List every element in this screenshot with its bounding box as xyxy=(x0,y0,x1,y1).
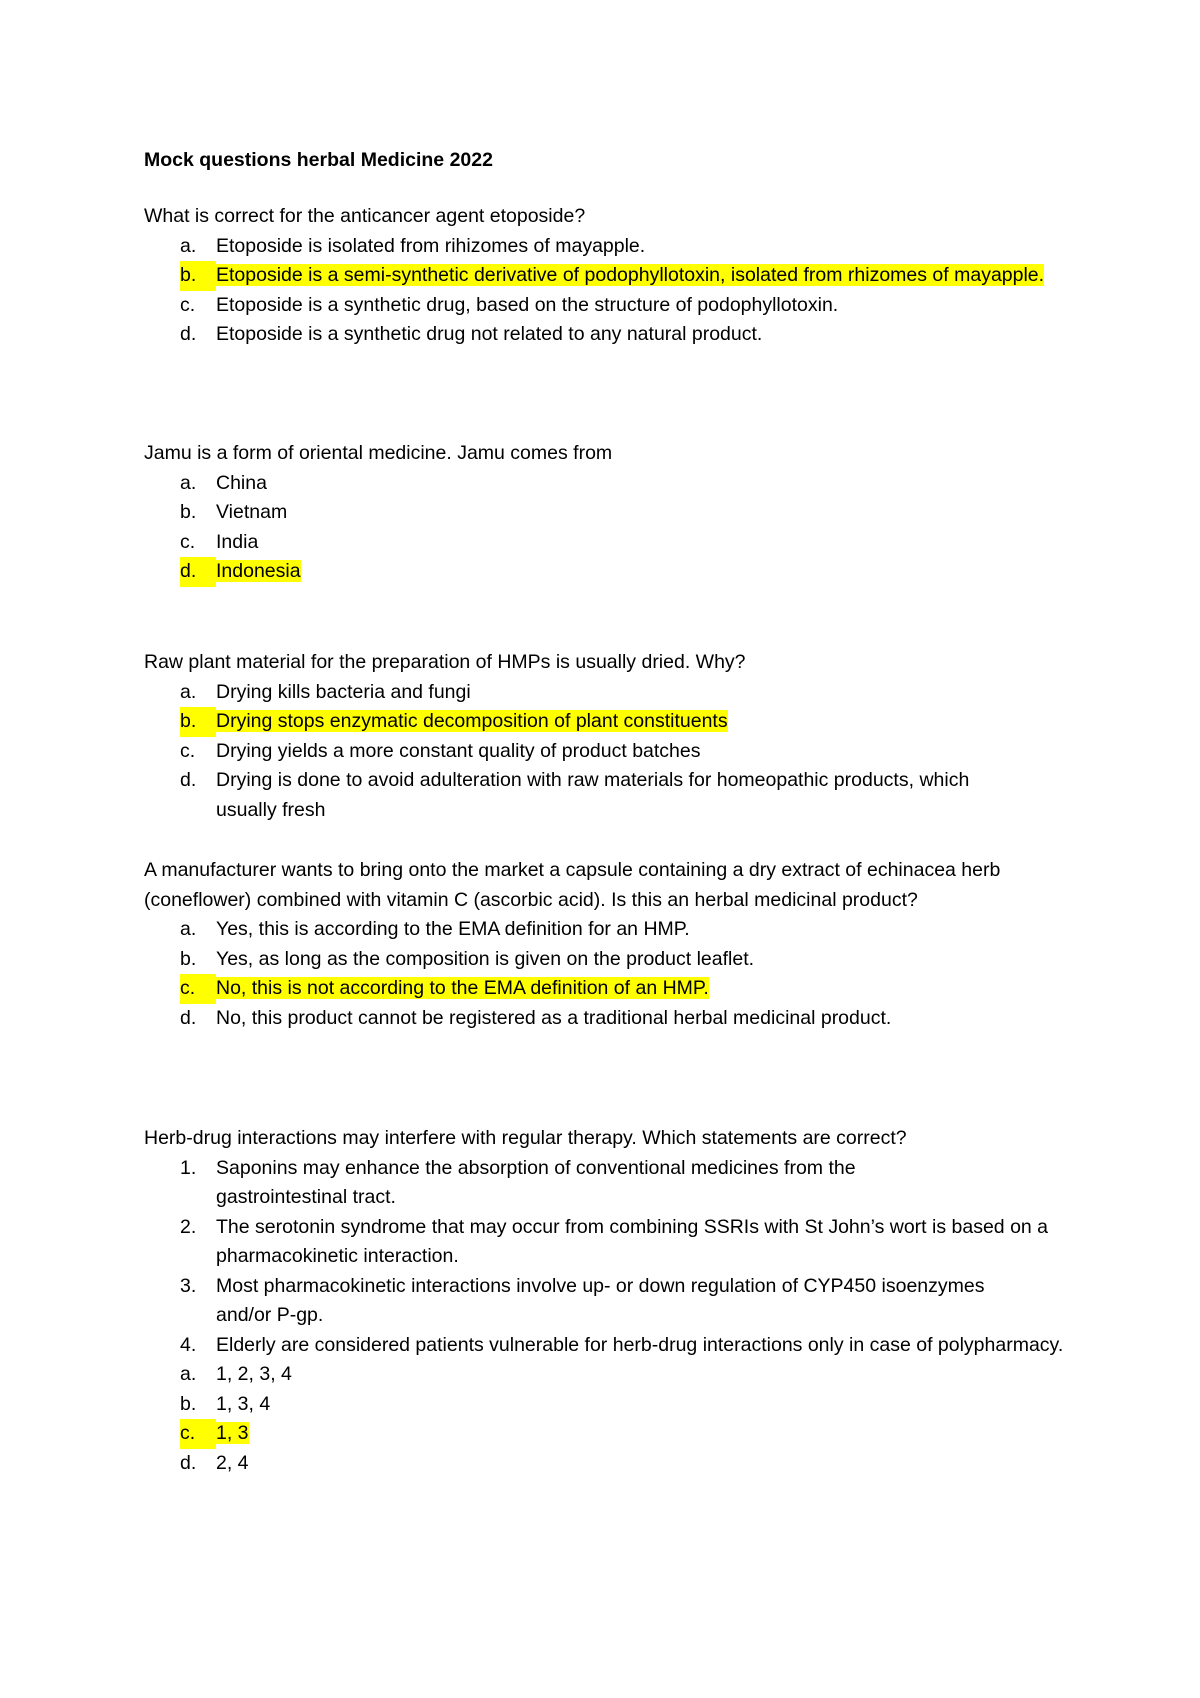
document-title: Mock questions herbal Medicine 2022 xyxy=(144,149,493,171)
option-a xyxy=(144,678,1064,708)
option-c xyxy=(144,737,1064,767)
option-marker: a. xyxy=(180,234,197,257)
option-marker: a. xyxy=(180,918,197,940)
question-2 xyxy=(144,439,1064,587)
option-b xyxy=(144,1390,1064,1420)
statement-1 xyxy=(144,1154,966,1213)
option-marker: b. xyxy=(180,261,216,291)
option-c xyxy=(144,291,1064,321)
option-a xyxy=(144,1360,1064,1390)
option-d xyxy=(144,320,1064,350)
option-text: Drying stops enzymatic decomposition of plant constituents xyxy=(216,710,728,732)
option-a xyxy=(144,232,1064,262)
option-marker: d. xyxy=(180,323,197,345)
question-stem: What is correct for the anticancer agent etoposide? xyxy=(144,205,586,227)
question-stem: Raw plant material for the preparation of HMPs is usually dried. Why? xyxy=(144,651,746,673)
option-text: Drying yields a more constant quality of product batches xyxy=(216,739,701,762)
question-stem: Jamu is a form of oriental medicine. Jamu comes from xyxy=(144,442,613,464)
option-marker: a. xyxy=(180,471,197,494)
option-c xyxy=(144,528,1064,558)
question-3 xyxy=(144,648,1064,825)
statement-text: Elderly are considered patients vulnerable for herb-drug interactions only in case of polypharmacy. xyxy=(216,1333,1064,1356)
statement-marker: 1. xyxy=(180,1156,197,1179)
option-d-highlighted xyxy=(144,557,1064,587)
option-b-highlighted xyxy=(144,707,1064,737)
option-text: 1, 3, 4 xyxy=(216,1392,271,1415)
option-marker: c. xyxy=(180,1419,216,1449)
option-marker: a. xyxy=(180,680,197,703)
option-b-highlighted xyxy=(144,261,1196,291)
option-text: No, this is not according to the EMA definition of an HMP. xyxy=(216,977,709,999)
statement-3 xyxy=(144,1272,996,1331)
option-text: Drying is done to avoid adulteration with raw materials for homeopathic products, which usually fresh xyxy=(216,769,970,821)
option-d xyxy=(144,766,996,825)
statement-text: Most pharmacokinetic interactions involve up- or down regulation of CYP450 isoenzymes and/or P-gp. xyxy=(216,1274,985,1326)
option-text: China xyxy=(216,471,267,494)
option-marker: c. xyxy=(180,293,196,316)
option-c-highlighted xyxy=(144,974,1004,1004)
option-marker: b. xyxy=(180,1392,197,1415)
option-text: Indonesia xyxy=(216,560,301,582)
option-text: No, this product cannot be registered as a traditional herbal medicinal product. xyxy=(216,1006,892,1029)
option-text: India xyxy=(216,530,259,553)
option-d xyxy=(144,1004,1004,1034)
statement-2 xyxy=(144,1213,1064,1272)
question-5 xyxy=(144,1124,1064,1478)
option-text: Etoposide is a synthetic drug, based on the structure of podophyllotoxin. xyxy=(216,293,839,316)
option-marker: d. xyxy=(180,1451,197,1474)
option-a xyxy=(144,915,1004,945)
question-stem: Herb-drug interactions may interfere with regular therapy. Which statements are correct? xyxy=(144,1127,907,1149)
option-text: Etoposide is isolated from rihizomes of mayapple. xyxy=(216,234,646,257)
question-stem: A manufacturer wants to bring onto the market a capsule containing a dry extract of echinacea herb (coneflower) combined with vitamin C (ascorbic acid). Is this an herbal medicinal product? xyxy=(144,859,1001,911)
option-marker: d. xyxy=(180,1006,197,1029)
statement-text: The serotonin syndrome that may occur from combining SSRIs with St John’s wort is based on a pharmacokinetic interaction. xyxy=(216,1215,1049,1267)
option-text: Etoposide is a synthetic drug not related to any natural product. xyxy=(216,323,763,345)
option-text: 2, 4 xyxy=(216,1451,249,1474)
option-marker: b. xyxy=(180,501,197,523)
statement-marker: 2. xyxy=(180,1215,197,1238)
option-b xyxy=(144,945,1004,975)
option-text: 1, 2, 3, 4 xyxy=(216,1363,292,1385)
statement-4 xyxy=(144,1331,1064,1361)
statement-marker: 4. xyxy=(180,1333,197,1356)
option-text: Drying kills bacteria and fungi xyxy=(216,680,471,703)
option-text: Etoposide is a semi-synthetic derivative of podophyllotoxin, isolated from rhizomes of mayapple. xyxy=(216,264,1045,286)
option-text: Yes, as long as the composition is given on the product leaflet. xyxy=(216,947,755,970)
option-text: Yes, this is according to the EMA definition for an HMP. xyxy=(216,918,690,940)
option-marker: c. xyxy=(180,530,196,553)
option-marker: d. xyxy=(180,769,197,791)
option-marker: c. xyxy=(180,739,196,762)
option-marker: b. xyxy=(180,947,197,970)
statement-text: Saponins may enhance the absorption of conventional medicines from the gastrointestinal tract. xyxy=(216,1156,856,1208)
option-c-highlighted xyxy=(144,1419,1064,1449)
option-b xyxy=(144,498,1064,528)
option-marker: a. xyxy=(180,1363,197,1385)
option-d xyxy=(144,1449,1064,1479)
question-1 xyxy=(144,202,1064,350)
option-marker: c. xyxy=(180,974,216,1004)
statement-marker: 3. xyxy=(180,1274,197,1297)
option-marker: d. xyxy=(180,557,216,587)
option-text: Vietnam xyxy=(216,501,288,523)
option-marker: b. xyxy=(180,707,216,737)
question-4 xyxy=(144,856,1004,1033)
option-text: 1, 3 xyxy=(216,1422,249,1444)
option-a xyxy=(144,469,1064,499)
